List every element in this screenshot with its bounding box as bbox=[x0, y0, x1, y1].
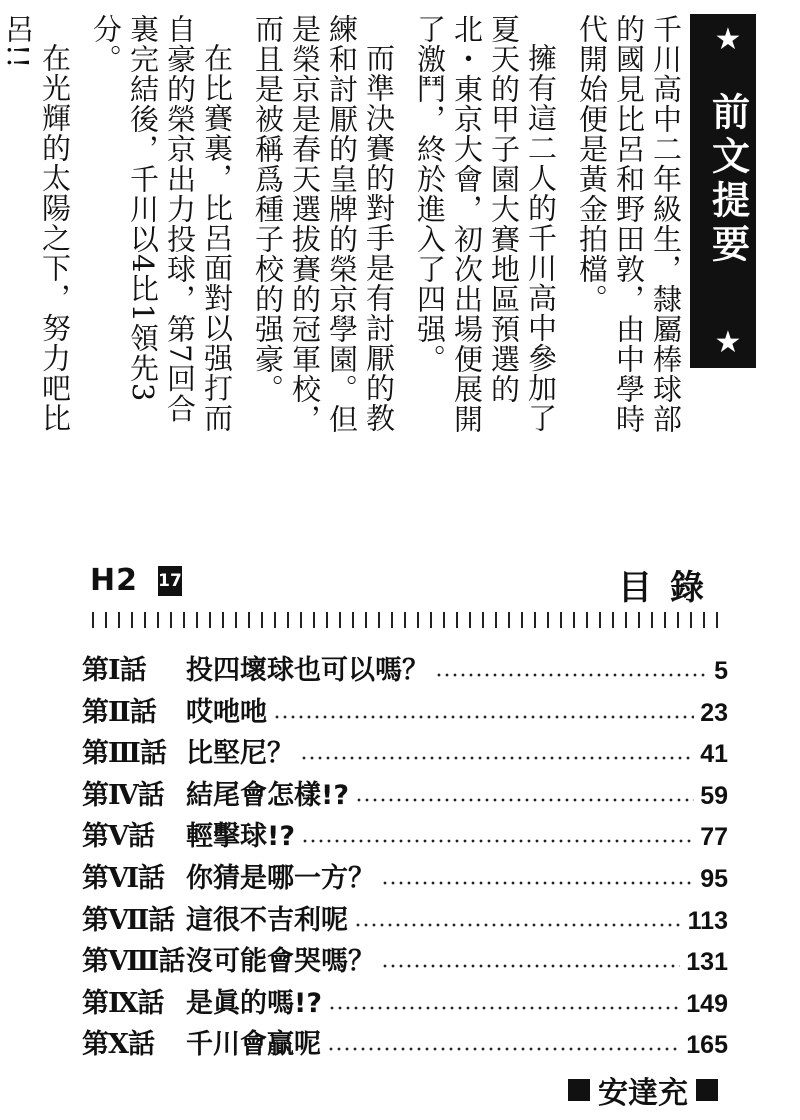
toc-row[interactable] bbox=[82, 773, 728, 815]
chapter-page: 113 bbox=[687, 906, 728, 935]
chapter-label: 第Ⅹ話 bbox=[82, 1029, 154, 1061]
chapter-title: 千川會贏呢 bbox=[186, 1029, 321, 1061]
dot-leader bbox=[273, 715, 694, 719]
synopsis-paragraph: 而準決賽的對手是有討厭的教練和討厭的皇牌的榮京學園。但是榮京是春天選拔賽的冠軍校，而且是被稱爲種子校的强豪。 bbox=[251, 14, 396, 434]
chapter-page: 131 bbox=[686, 948, 728, 977]
chapter-page: 77 bbox=[700, 823, 728, 852]
dot-leader bbox=[355, 798, 694, 802]
chapter-title: 結尾會怎樣!? bbox=[186, 779, 349, 811]
dot-leader bbox=[435, 673, 708, 677]
chapter-page: 41 bbox=[700, 740, 728, 769]
author-credit bbox=[560, 1068, 726, 1112]
dot-leader bbox=[381, 964, 680, 968]
toc-row[interactable] bbox=[82, 648, 728, 690]
toc-row[interactable] bbox=[82, 690, 728, 732]
chapter-label: 第Ⅷ話 bbox=[82, 946, 185, 978]
chapter-label: 第Ⅶ話 bbox=[82, 904, 175, 936]
chapter-title: 沒可能會哭嗎？ bbox=[186, 946, 375, 978]
square-bullet-icon bbox=[568, 1079, 590, 1101]
chapter-page: 95 bbox=[700, 864, 728, 893]
chapter-label: 第Ⅳ話 bbox=[82, 779, 164, 811]
dot-leader bbox=[301, 839, 694, 843]
chapter-title: 你猜是哪一方？ bbox=[186, 862, 375, 894]
toc-list bbox=[82, 648, 728, 1064]
square-bullet-icon bbox=[696, 1079, 718, 1101]
synopsis-paragraph: 擁有這二人的千川高中參加了夏天的甲子園大賽地區預選的北・東京大會，初次出場便展開了激鬥，終於進入了四强。 bbox=[413, 14, 558, 434]
chapter-title: 這很不吉利呢 bbox=[186, 904, 348, 936]
toc-row[interactable] bbox=[82, 856, 728, 898]
star-icon: ★ bbox=[714, 22, 742, 57]
chapter-title: 是眞的嗎!? bbox=[186, 987, 322, 1019]
chapter-title: 哎吔吔 bbox=[186, 696, 267, 728]
chapter-page: 149 bbox=[686, 989, 728, 1018]
toc-title: 目錄 bbox=[618, 568, 722, 608]
chapter-page: 59 bbox=[700, 781, 728, 810]
heading-rule bbox=[690, 14, 700, 368]
synopsis-heading bbox=[700, 14, 756, 368]
dot-leader bbox=[381, 881, 694, 885]
synopsis-paragraph: 在比賽裏，比呂面對以强打而自豪的榮京出力投球，第7回合裏完結後，千川以4比1領先3分。 bbox=[89, 14, 234, 433]
chapter-label: 第Ⅴ話 bbox=[82, 821, 154, 853]
toc-row[interactable] bbox=[82, 981, 728, 1023]
toc-row[interactable] bbox=[82, 814, 728, 856]
chapter-page: 165 bbox=[686, 1031, 728, 1060]
star-icon: ★ bbox=[714, 325, 742, 360]
synopsis-paragraph: 千川高中二年級生，隸屬棒球部的國見比呂和野田敦，由中學時代開始便是黃金拍檔。 bbox=[575, 14, 683, 434]
chapter-label: 第Ⅱ話 bbox=[82, 696, 156, 728]
toc-row[interactable] bbox=[82, 898, 728, 940]
chapter-page: 23 bbox=[700, 698, 728, 727]
toc-row[interactable] bbox=[82, 939, 728, 981]
dot-leader bbox=[300, 756, 694, 760]
chapter-label: 第Ⅲ話 bbox=[82, 738, 166, 770]
synopsis-text bbox=[1, 14, 684, 434]
volume-number: 17 bbox=[158, 566, 182, 596]
toc-row[interactable] bbox=[82, 1022, 728, 1064]
author-name: 安達充 bbox=[598, 1076, 688, 1111]
chapter-label: 第Ⅸ話 bbox=[82, 987, 164, 1019]
dot-leader bbox=[328, 1006, 680, 1010]
series-logo: H2 bbox=[90, 563, 138, 598]
chapter-title: 投四壞球也可以嗎？ bbox=[186, 655, 429, 686]
chapter-title: 比堅尼？ bbox=[186, 738, 294, 770]
synopsis-paragraph: 在光輝的太陽之下，努力吧比呂!! bbox=[1, 14, 72, 433]
tick-divider bbox=[92, 612, 722, 628]
chapter-label: 第Ⅰ話 bbox=[82, 655, 146, 686]
chapter-label: 第Ⅵ話 bbox=[82, 862, 165, 894]
synopsis-title: 前文提要 bbox=[705, 92, 750, 268]
dot-leader bbox=[327, 1047, 680, 1051]
chapter-page: 5 bbox=[714, 657, 728, 685]
toc-row[interactable] bbox=[82, 731, 728, 773]
dot-leader bbox=[354, 923, 682, 927]
chapter-title: 輕擊球!? bbox=[186, 821, 295, 853]
